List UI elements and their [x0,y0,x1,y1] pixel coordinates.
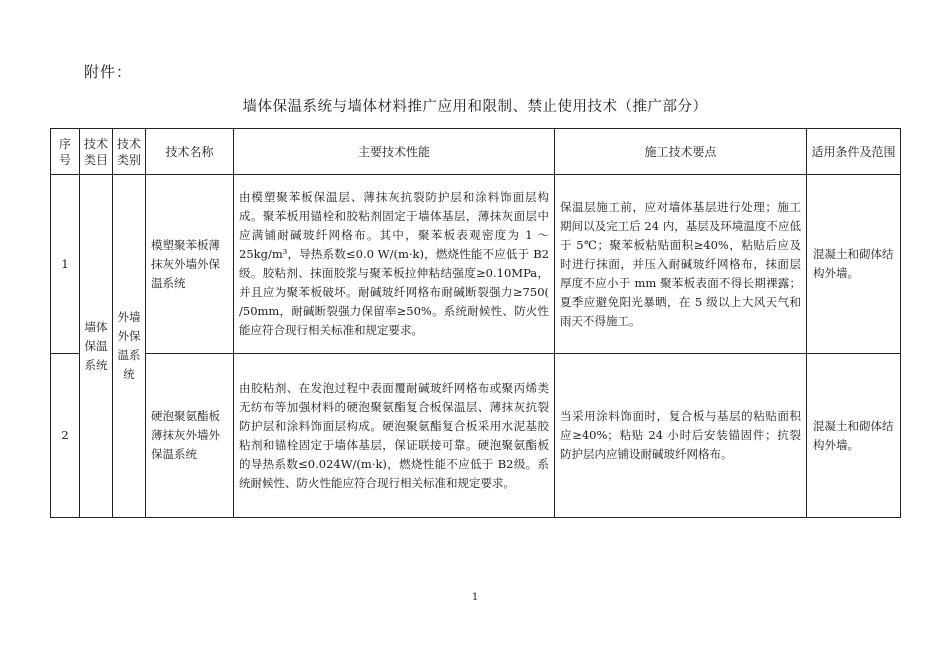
tech-type-cell: 墙体保温系统 [80,175,113,518]
table-row [51,175,901,354]
attachment-label: 附件： [84,63,133,81]
document-title: 墙体保温系统与墙体材料推广应用和限制、禁止使用技术（推广部分） [242,99,708,115]
performance-cell: 由模塑聚苯板保温层、薄抹灰抗裂防护层和涂料饰面层构成。聚苯板用锚栓和胶粘剂固定于墙体基层，薄抹灰面层中应满铺耐碱玻纤网格布。其中，聚苯板表观密度为 1 ～25kg/m³，导热系数≤0.0 W/(m·k)，燃烧性能不应低于 B2级。胶粘剂、抹面胶浆与聚苯板拉伸粘结强度≥0.10MPa，并且应为聚苯板破坏。耐碱玻纤网格布耐碱断裂强力≥750( /50mm，耐碱断裂强力保留率≥50%。系统耐候性、防火性能应符合现行相关标准和规定要求。 [234,175,555,354]
tech-name-cell: 硬泡聚氨酯板薄抹灰外墙外保温系统 [146,354,234,518]
header-construction: 施工技术要点 [555,129,807,175]
scope-cell: 混凝土和砌体结构外墙。 [807,175,901,354]
scope-cell: 混凝土和砌体结构外墙。 [807,354,901,518]
row-seq: 2 [51,354,80,518]
table-header-row [51,129,901,175]
tech-category-cell: 外墙外保温系统 [113,175,146,518]
performance-cell: 由胶粘剂、在发泡过程中表面覆耐碱玻纤网格布或聚丙烯类无纺布等加强材料的硬泡聚氨酯复合板保温层、薄抹灰抗裂防护层和涂料饰面层构成。硬泡聚氨酯复合板采用水泥基胶粘剂和锚栓固定于墙体基层，保证联接可靠。硬泡聚氨酯板的导热系数≤0.024W/(m·k)，燃烧性能不应低于 B2级。系统耐候性、防火性能应符合现行相关标准和规定要求。 [234,354,555,518]
row-seq: 1 [51,175,80,354]
header-tech-name: 技术名称 [146,129,234,175]
page-number: 1 [471,592,479,603]
construction-cell: 保温层施工前，应对墙体基层进行处理；施工期间以及完工后 24 内，基层及环境温度不应低于 5℃；聚苯板粘贴面积≥40%，粘贴后应及时进行抹面，并压入耐碱玻纤网格布，抹面层厚度不应小于 mm 聚苯板表面不得长期裸露；夏季应避免阳光暴晒，在 5 级以上大风天气和雨天不得施工。 [555,175,807,354]
header-tech-type: 技术类目 [80,129,113,175]
table-row [51,354,901,518]
tech-name-cell: 模塑聚苯板薄抹灰外墙外保温系统 [146,175,234,354]
header-seq: 序号 [51,129,80,175]
header-tech-category: 技术类别 [113,129,146,175]
header-performance: 主要技术性能 [234,129,555,175]
header-scope: 适用条件及范围 [807,129,901,175]
construction-cell: 当采用涂料饰面时，复合板与基层的粘贴面积应≥40%；粘贴 24 小时后安装锚固件；抗裂防护层内应铺设耐碱玻纤网格布。 [555,354,807,518]
technology-table [50,128,901,518]
